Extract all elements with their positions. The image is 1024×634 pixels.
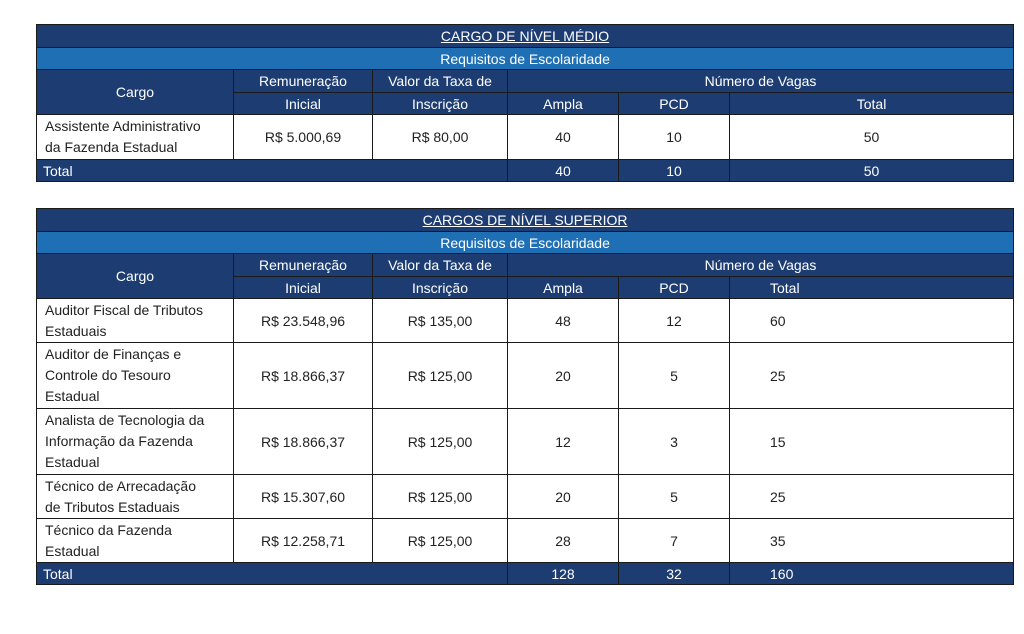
cell-cargo xyxy=(37,343,234,409)
header-taxa: Valor da Taxa de xyxy=(373,70,508,93)
cargo-line: Estaduais xyxy=(45,322,107,339)
cargo-line: Estadual xyxy=(45,542,100,559)
cell-remuneracao: R$ 5.000,69 xyxy=(234,115,373,160)
cell-pcd: 12 xyxy=(619,299,730,343)
cell-cargo xyxy=(37,409,234,475)
total-label: Total xyxy=(37,160,508,182)
total-label: Total xyxy=(37,563,508,585)
cell-ampla: 20 xyxy=(508,343,619,409)
total-row xyxy=(37,160,1014,182)
header-numero-vagas: Número de Vagas xyxy=(508,254,1014,277)
cell-ampla: 20 xyxy=(508,475,619,519)
cell-pcd: 7 xyxy=(619,519,730,563)
total-pcd: 32 xyxy=(619,563,730,585)
cell-taxa: R$ 135,00 xyxy=(373,299,508,343)
cell-total: 15 xyxy=(730,409,1014,475)
header-ampla: Ampla xyxy=(508,277,619,299)
cargo-line: de Tributos Estaduais xyxy=(45,498,180,515)
cell-remuneracao: R$ 18.866,37 xyxy=(234,409,373,475)
cell-taxa: R$ 125,00 xyxy=(373,409,508,475)
header-pcd: PCD xyxy=(619,93,730,115)
total-ampla: 128 xyxy=(508,563,619,585)
total-total: 50 xyxy=(730,160,1014,182)
cargo-line: Técnico de Arrecadação xyxy=(45,477,196,494)
cell-remuneracao: R$ 18.866,37 xyxy=(234,343,373,409)
cell-remuneracao: R$ 23.548,96 xyxy=(234,299,373,343)
table-row xyxy=(37,475,1014,519)
table-nivel-superior xyxy=(36,208,1014,585)
cell-taxa: R$ 125,00 xyxy=(373,343,508,409)
cargo-line: Informação da Fazenda xyxy=(45,433,193,449)
cell-taxa: R$ 125,00 xyxy=(373,475,508,519)
table-nivel-medio xyxy=(36,24,1014,182)
cargo-line: Auditor de Finanças e xyxy=(45,346,182,362)
cell-cargo xyxy=(37,115,234,160)
cargo-line: Técnico da Fazenda xyxy=(45,521,172,538)
table-row xyxy=(37,299,1014,343)
header-total: Total xyxy=(730,93,1014,115)
cargo-line: Estadual xyxy=(45,454,100,470)
header-ampla: Ampla xyxy=(508,93,619,115)
cargo-line: Analista de Tecnologia da xyxy=(45,412,205,428)
cell-total: 25 xyxy=(730,475,1014,519)
cell-remuneracao: R$ 15.307,60 xyxy=(234,475,373,519)
header-taxa-2: Inscrição xyxy=(373,93,508,115)
cell-cargo xyxy=(37,475,234,519)
table-title: CARGOS DE NÍVEL SUPERIOR xyxy=(37,209,1014,232)
cell-total: 25 xyxy=(730,343,1014,409)
header-remuneracao-2: Inicial xyxy=(234,277,373,299)
header-numero-vagas: Número de Vagas xyxy=(508,70,1014,93)
cargo-line: Estadual xyxy=(45,388,100,404)
table-subtitle: Requisitos de Escolaridade xyxy=(37,232,1014,254)
header-cargo: Cargo xyxy=(37,70,234,115)
total-row xyxy=(37,563,1014,585)
cell-cargo xyxy=(37,519,234,563)
header-pcd: PCD xyxy=(619,277,730,299)
table-row xyxy=(37,409,1014,475)
header-taxa-2: Inscrição xyxy=(373,277,508,299)
cargo-line: Controle do Tesouro xyxy=(45,367,171,383)
cell-taxa: R$ 125,00 xyxy=(373,519,508,563)
total-total: 160 xyxy=(730,563,1014,585)
cell-total: 50 xyxy=(730,115,1014,160)
header-remuneracao-2: Inicial xyxy=(234,93,373,115)
cell-pcd: 10 xyxy=(619,115,730,160)
cargo-line: Auditor Fiscal de Tributos xyxy=(45,301,203,318)
table-row xyxy=(37,343,1014,409)
cell-total: 35 xyxy=(730,519,1014,563)
header-taxa: Valor da Taxa de xyxy=(373,254,508,277)
cargo-line: Assistente Administrativo xyxy=(45,118,201,134)
cell-pcd: 5 xyxy=(619,343,730,409)
cell-ampla: 12 xyxy=(508,409,619,475)
header-total: Total xyxy=(730,277,1014,299)
cell-taxa: R$ 80,00 xyxy=(373,115,508,160)
cell-pcd: 5 xyxy=(619,475,730,519)
table-title: CARGO DE NÍVEL MÉDIO xyxy=(37,25,1014,48)
cell-cargo xyxy=(37,299,234,343)
cell-ampla: 48 xyxy=(508,299,619,343)
cell-total: 60 xyxy=(730,299,1014,343)
header-remuneracao: Remuneração xyxy=(234,70,373,93)
cell-ampla: 28 xyxy=(508,519,619,563)
header-cargo: Cargo xyxy=(37,254,234,299)
table-subtitle: Requisitos de Escolaridade xyxy=(37,48,1014,70)
header-remuneracao: Remuneração xyxy=(234,254,373,277)
cell-pcd: 3 xyxy=(619,409,730,475)
cargo-line: da Fazenda Estadual xyxy=(45,139,178,155)
total-ampla: 40 xyxy=(508,160,619,182)
table-row xyxy=(37,115,1014,160)
total-pcd: 10 xyxy=(619,160,730,182)
table-row xyxy=(37,519,1014,563)
cell-ampla: 40 xyxy=(508,115,619,160)
cell-remuneracao: R$ 12.258,71 xyxy=(234,519,373,563)
